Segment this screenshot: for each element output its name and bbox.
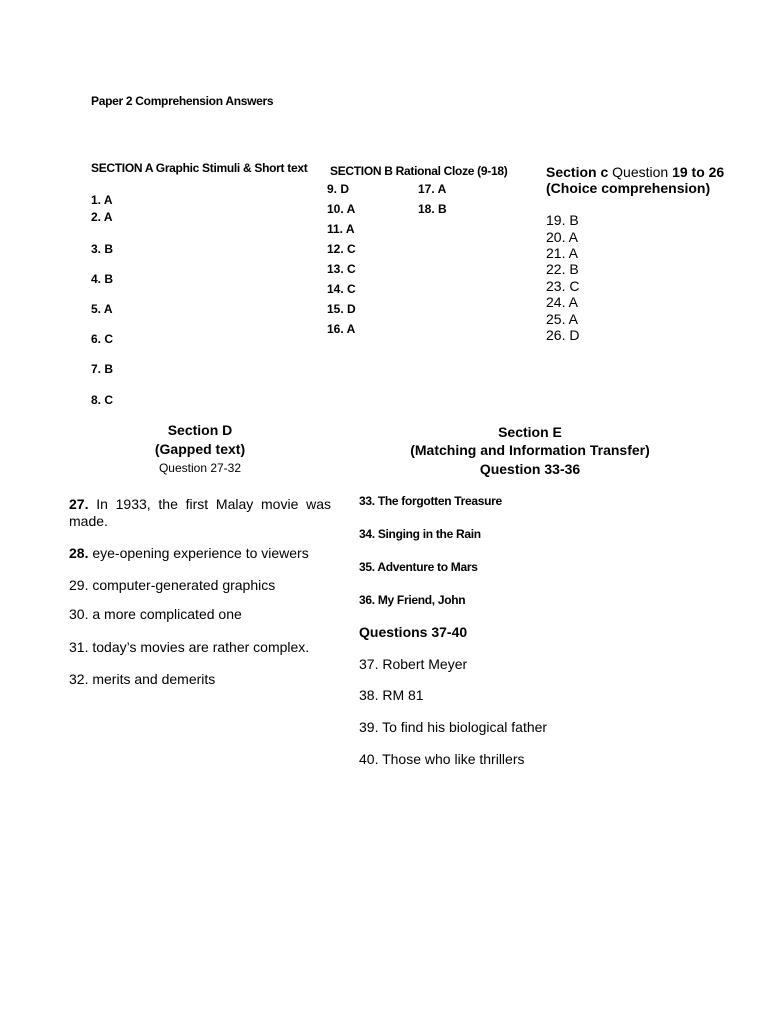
answer-item: 22. B bbox=[546, 261, 579, 277]
answer-text: In 1933, the first Malay movie was made. bbox=[69, 496, 331, 529]
answer-item: 2. A bbox=[91, 210, 113, 224]
answer-item: 37. Robert Meyer bbox=[359, 656, 468, 672]
answer-item: 9. D bbox=[327, 182, 350, 196]
answer-item: 23. C bbox=[546, 278, 580, 294]
page-title: Paper 2 Comprehension Answers bbox=[91, 94, 274, 108]
questions-37-40-heading: Questions 37-40 bbox=[359, 624, 468, 640]
section-a-heading: SECTION A Graphic Stimuli & Short text bbox=[91, 161, 308, 175]
answer-item bbox=[69, 496, 331, 530]
answer-item: 26. D bbox=[546, 327, 580, 343]
answer-item: 30. a more complicated one bbox=[69, 606, 242, 622]
answer-item: 14. C bbox=[327, 282, 356, 296]
answer-text: eye-opening experience to viewers bbox=[88, 545, 309, 561]
answer-item: 4. B bbox=[91, 272, 114, 286]
section-d-subheading: (Gapped text) bbox=[154, 441, 246, 457]
answer-item: 16. A bbox=[327, 322, 356, 336]
answer-number: 28. bbox=[69, 545, 89, 561]
answer-item: 6. C bbox=[91, 332, 114, 346]
answer-item bbox=[69, 545, 309, 561]
answer-item: 17. A bbox=[418, 182, 447, 196]
answer-item: 1. A bbox=[91, 193, 113, 207]
answer-item: 19. B bbox=[546, 212, 579, 228]
section-c-range: 19 to 26 bbox=[672, 164, 725, 180]
answer-item: 10. A bbox=[327, 202, 356, 216]
section-d-questions: Question 27-32 bbox=[158, 461, 242, 475]
answer-item: 31. today’s movies are rather complex. bbox=[69, 639, 310, 655]
section-c-label: Section c bbox=[546, 164, 609, 180]
section-e-questions: Question 33-36 bbox=[479, 461, 581, 477]
answer-item: 33. The forgotten Treasure bbox=[359, 494, 502, 508]
answer-item: 34. Singing in the Rain bbox=[359, 527, 481, 541]
answer-item: 5. A bbox=[91, 302, 113, 316]
answer-item: 8. C bbox=[91, 393, 114, 407]
section-b-heading: SECTION B Rational Cloze (9-18) bbox=[330, 164, 508, 178]
answer-item: 3. B bbox=[91, 242, 114, 256]
answer-item: 29. computer-generated graphics bbox=[69, 577, 276, 593]
section-c-heading bbox=[546, 164, 724, 180]
answer-item: 24. A bbox=[546, 294, 578, 310]
answer-item: 20. A bbox=[546, 229, 578, 245]
answer-item: 39. To find his biological father bbox=[359, 719, 548, 735]
answer-item: 36. My Friend, John bbox=[359, 593, 466, 607]
answer-item: 40. Those who like thrillers bbox=[359, 751, 525, 767]
answer-item: 18. B bbox=[418, 202, 447, 216]
section-c-question-word: Question bbox=[608, 164, 673, 180]
section-c-subheading: (Choice comprehension) bbox=[546, 180, 711, 196]
answer-item: 13. C bbox=[327, 262, 356, 276]
answer-item: 21. A bbox=[546, 245, 578, 261]
section-e-subheading: (Matching and Information Transfer) bbox=[410, 442, 650, 458]
answer-number: 27. bbox=[69, 496, 89, 512]
answer-item: 7. B bbox=[91, 362, 114, 376]
answer-item: 15. D bbox=[327, 302, 356, 316]
answer-item: 25. A bbox=[546, 311, 578, 327]
answer-item: 38. RM 81 bbox=[359, 687, 424, 703]
answer-item: 35. Adventure to Mars bbox=[359, 560, 478, 574]
section-e-heading: Section E bbox=[498, 424, 562, 440]
section-d-heading: Section D bbox=[167, 422, 233, 438]
answer-item: 11. A bbox=[327, 222, 355, 236]
answer-item: 32. merits and demerits bbox=[69, 671, 216, 687]
answer-item: 12. C bbox=[327, 242, 356, 256]
